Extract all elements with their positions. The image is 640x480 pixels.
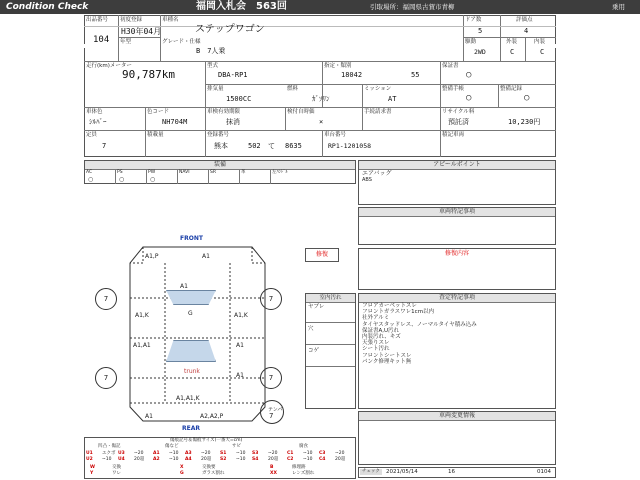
repair-indicator-label: 修復 [315,251,328,258]
legend-group-3: 腐食 [299,444,308,449]
mileage: 90,787km [122,68,175,81]
legend-cell: ~20 [268,451,278,456]
reg-area: 熊本 [214,142,228,150]
score-label: 評価点 [516,17,533,23]
inspector-line-2: 社外アルミ [362,315,390,322]
damage-right-front-door: A1,K [234,312,248,319]
header-bar [0,0,640,14]
ledger: × [319,118,324,126]
reg-number: 8635 [285,142,302,150]
legend-bottom-cell: レンズ割れ [292,471,315,476]
damage-front-left: A1,P [145,253,159,260]
inspector-line-8: フロントシートスレ [362,352,412,359]
equipment-label-4: SR [210,170,216,175]
legend-cell: S2 [220,457,227,462]
appeal-title: アピールポイント [359,161,555,170]
drive: 2WD [474,48,486,56]
recycle-fee: 10,230円 [508,118,541,126]
first-reg-label: 初度登録 [120,17,143,23]
legend-cell: ~10 [169,457,179,462]
doors: 5 [478,27,483,35]
interior-hole: 穴 [308,326,314,332]
tire-rear-left: 7 [95,367,117,389]
special-notes-title: 車両特記事項 [359,208,555,217]
inspector-line-7: シート汚れ [362,346,390,353]
mission-label: ミッション [364,86,392,92]
lot-number: 104 [93,35,110,45]
car-name: ステップワゴン [195,24,265,35]
exterior-label: 外装 [506,39,518,45]
legend-cell: ~20 [335,451,345,456]
class-number: 55 [411,71,420,79]
maintenance-record: ○ [524,93,530,103]
procedure-label: 手続請求書 [364,109,392,115]
legend-bottom-cell: B [270,465,274,470]
vehicle-changes-title: 車両変更情報 [359,412,555,421]
legend-bottom-cell: G [180,471,184,476]
repair-title: 修復内容 [444,250,469,257]
equipment-value-1: ○ [119,176,125,183]
fuel: ｶﾞｿﾘﾝ [312,95,330,103]
manual-label: 整備手帳 [442,86,465,92]
legend-cell: ~10 [303,457,313,462]
load-label: 積載量 [147,132,164,138]
legend-cell: ~20 [134,451,144,456]
rear-label: REAR [182,425,200,432]
recycle-status: 預託済 [448,118,469,126]
interior-title: 室内汚れ [306,294,355,303]
grade-label: グレード・仕様 [162,39,201,45]
legend-cell: 20超 [268,457,279,462]
check-label: チェック [362,469,380,474]
check-date: 2021/05/14 [386,469,418,475]
legend-cell: 20超 [335,457,346,462]
legend-cell: エクボ [102,451,116,456]
legend-cell: S4 [252,457,259,462]
color-code-label: 色コード [147,109,170,115]
equipment-title: 装備 [85,161,355,170]
damage-rear-bumper: A1,A1,K [176,395,200,402]
ledger-label: 検付自時価 [287,109,315,115]
grade: B 7人乗 [196,47,226,55]
inspector-notes-title: 査定特記事項 [359,294,555,303]
damage-right-rear-door: A1 [236,342,244,349]
inspection-expiry: 抹消 [226,118,240,126]
spare-tire [260,400,284,424]
car-name-label: 車種名 [162,17,179,23]
color-code: NH704M [162,118,188,126]
inspector-line-9: パンク修理キット無 [362,358,412,365]
legend-cell: S3 [252,451,259,456]
record-label: 整備記録 [500,86,523,92]
legend-bottom-cell: 交換要 [202,465,216,470]
legend-bottom-cell: Y [90,471,94,476]
damage-rear-right: A2,A2,P [200,413,224,420]
legend-cell: ~10 [303,451,313,456]
front-label: FRONT [180,235,203,242]
interior-grade: C [540,48,545,56]
capacity: 7 [102,142,107,150]
legend-cell: 20超 [134,457,145,462]
lot-label: 出品番号 [86,17,109,23]
score: 4 [524,27,529,35]
legend-cell: U1 [86,451,93,456]
tire-front-left: 7 [95,288,117,310]
capacity-label: 定員 [86,132,98,138]
roof-marker: G [188,310,193,317]
equipment-label-5: 革 [241,170,246,175]
damage-left-front-door: A1,K [135,312,149,319]
warranty-label: 保証書 [442,63,459,69]
legend-bottom-cell: XX [270,471,277,476]
legend-cell: C2 [287,457,294,462]
type-number: 18042 [341,71,363,79]
legend-group-2: サビ [232,444,241,449]
equipment-label-2: PW [148,170,156,175]
vin: RP1-1201058 [328,142,372,150]
inspector-line-0: フロアカーペットスレ [362,303,417,309]
color-label: 車体色 [86,109,103,115]
year-label: 年型 [120,39,132,45]
equipment-label-1: PS [117,170,123,175]
legend-group-1: 傷など [165,444,179,449]
legend-group-0: 凹凸・傷記 [98,444,121,449]
vin-label: 車台番号 [324,132,347,138]
inspector-line-1: フロントガラスワレ1cm以内 [362,309,435,316]
reg-class: 502 [248,142,261,150]
equipment-label-6: 左ﾊﾝﾄﾞﾙ [272,170,288,175]
spare-tire-value: 7 [269,412,274,420]
damage-right-rear-fender: A1 [236,372,244,379]
damage-hood: A1 [180,283,188,290]
first-registration: H30年04月 [121,27,162,36]
inspector-line-6: 天張りスレ [362,340,390,347]
legend-bottom-cell: W [90,465,95,470]
interior-burn: コゲ [308,348,320,354]
legend-cell: ~20 [201,451,211,456]
legend-cell: C1 [287,451,294,456]
legend-cell: U3 [118,451,125,456]
damage-front-right: A1 [202,253,210,260]
recycle-label: リサイクル料 [442,109,475,115]
model-label: 型式 [207,63,219,69]
notes-label: 積記車両 [442,132,465,138]
legend-cell: A3 [185,451,192,456]
legend-cell: ~10 [236,451,246,456]
mission: AT [388,95,397,103]
exterior-grade: C [510,48,515,56]
legend-title: 傷痕記号＆傷痕サイズ(一番大=cm) [170,438,243,443]
type-label: 指定・類別 [324,63,352,69]
interior-label: 内装 [534,39,546,45]
fuel-label: 燃料 [287,86,299,92]
header-title: Condition Check [6,2,89,12]
body-color: ｼﾙﾊﾞｰ [89,118,107,126]
auction-name: 福岡入札会 563回 [196,1,287,12]
tire-rear-right: 7 [260,367,282,389]
legend-cell: ~10 [236,457,246,462]
check-serial: 0104 [537,469,551,475]
equipment-value-0: ○ [88,176,94,183]
reg-kana: て [268,142,275,150]
displacement: 1500CC [226,95,252,103]
legend-cell: A2 [153,457,160,462]
maintenance-manual: ○ [466,93,472,103]
inspector-line-5: 内装汚れ、キズ [362,334,401,340]
legend-bottom-cell: 交換 [112,465,121,470]
rear-glass [166,340,216,362]
inspection-label: 車検有効期限 [207,109,241,115]
appeal-line-1: エアバッグ [362,170,392,177]
check-code: 16 [448,469,455,475]
legend-bottom-cell: ガラス割れ [202,471,225,476]
legend-cell: C3 [319,451,326,456]
legend-cell: S1 [220,451,227,456]
damage-rear-left: A1 [145,413,153,420]
spare-tire-label: テンパ [268,407,283,413]
mileage-label: 走行(km)メーター [86,63,132,69]
damage-left-rear-door: A1,A1 [133,342,151,349]
interior-tear: ヤブレ [308,304,325,310]
equipment-label-0: AC [86,170,93,175]
legend-bottom-cell: X [180,465,184,470]
trunk-label: trunk [184,368,200,375]
appeal-line-2: ABS [362,177,372,183]
legend-cell: U2 [86,457,93,462]
legend-cell: C4 [319,457,326,462]
tire-front-right: 7 [260,288,282,310]
legend-cell: A1 [153,451,160,456]
legend-cell: ~10 [169,451,179,456]
legend-cell: A4 [185,457,192,462]
legend-bottom-cell: 修理跡 [292,465,306,470]
displacement-label: 排気量 [207,86,224,92]
windshield-glass [166,290,216,305]
registration-label: 登録番号 [207,132,230,138]
vehicle-category: 乗用 [612,3,625,11]
legend-bottom-cell: ワレ [112,471,121,476]
equipment-value-2: ○ [150,176,156,183]
inspector-line-4: 保証書A,U汚れ [362,327,400,334]
inspector-line-3: タイヤスタッドレス、ノーマルタイヤ積み込み [362,321,477,328]
legend-cell: ~10 [102,457,112,462]
legend-cell: U4 [118,457,125,462]
doors-label: ドア数 [465,17,482,23]
drive-label: 駆動 [465,39,477,45]
model: DBA-RP1 [218,71,248,79]
pickup-location: 引取場所：福岡県古賀市青柳 [370,3,455,11]
legend-cell: 20超 [201,457,212,462]
warranty: ○ [466,70,472,80]
equipment-label-3: NAVI [179,170,190,175]
